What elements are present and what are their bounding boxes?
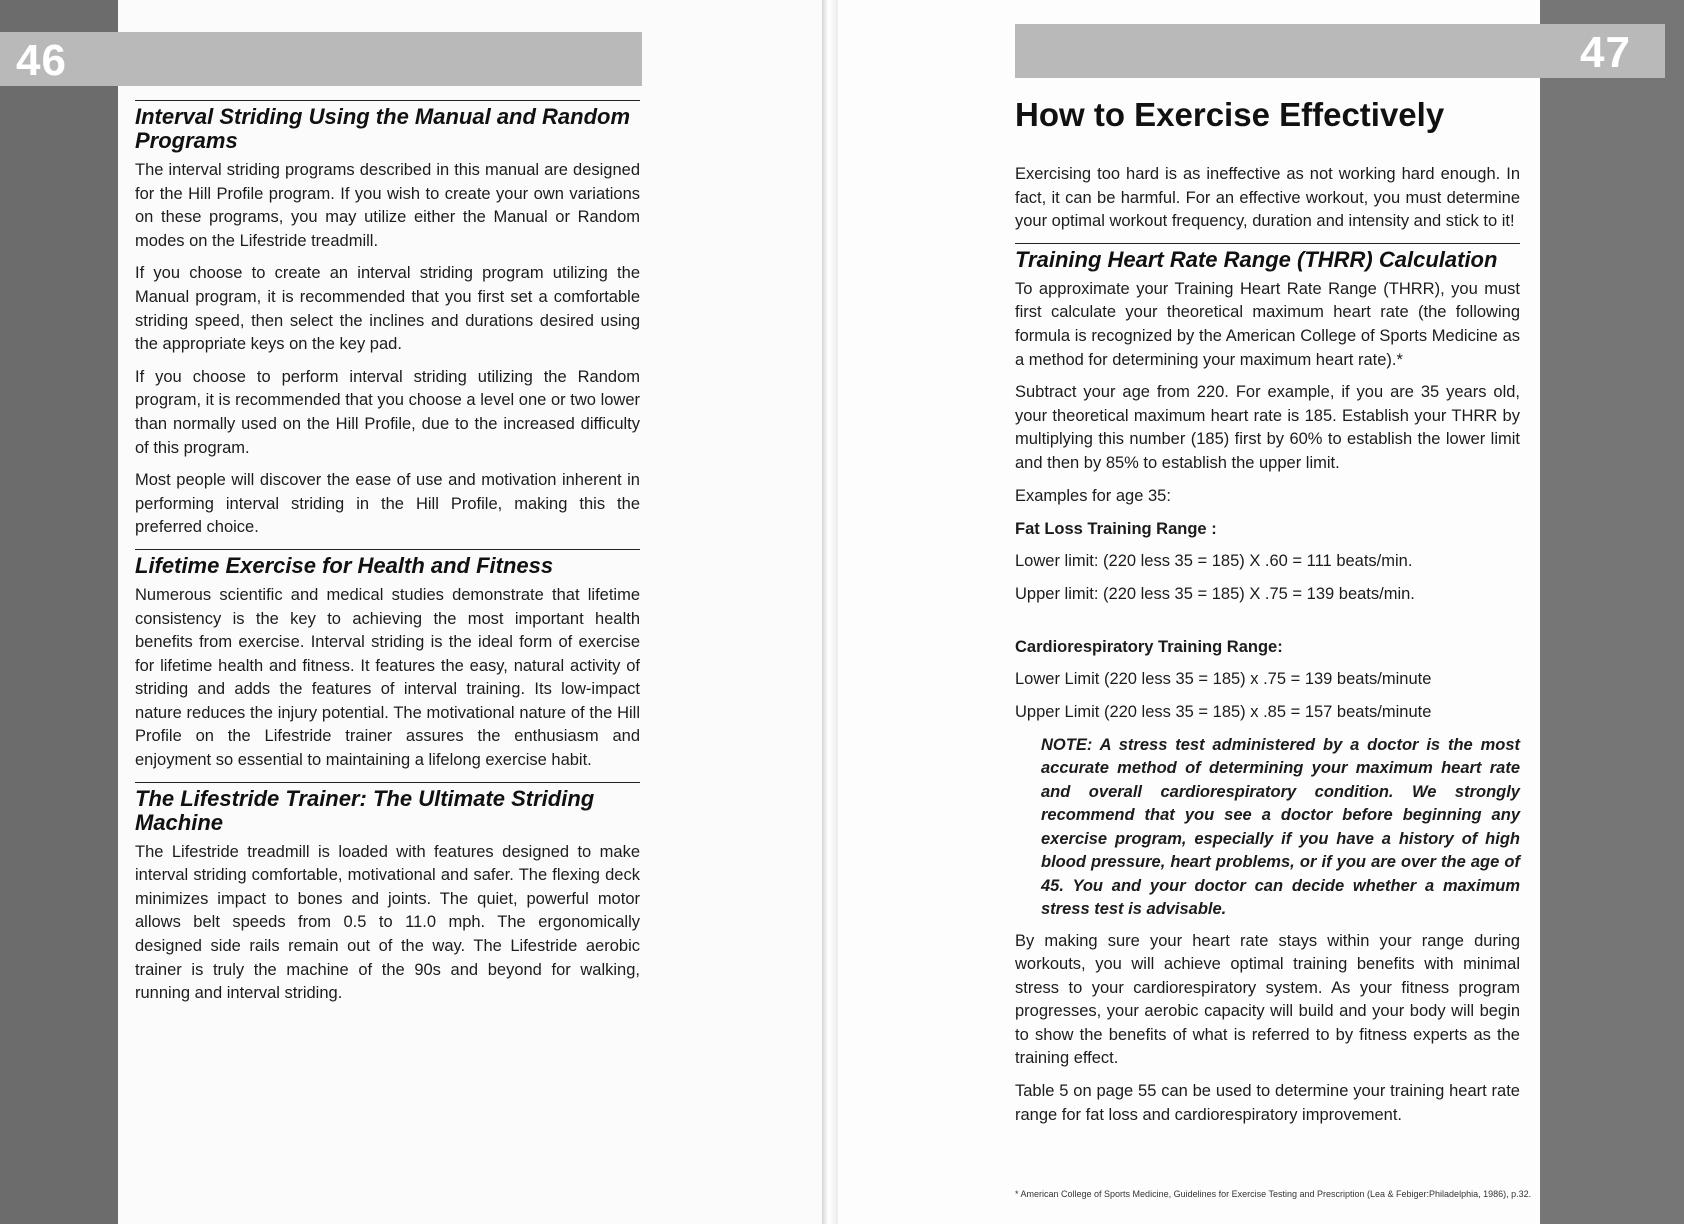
paragraph: The Lifestride treadmill is loaded with features designed to make interval striding comfortable, motivational and safer. The flexing deck minimizes impact to bones and joints. The quiet, powerful motor allows belt speeds from 0.5 to 11.0 mph. The ergonomically designed side rails remain out of the way. The Lifestride aerobic trainer is truly the machine of the 90s and beyond for walking, running and interval striding. bbox=[135, 842, 640, 1003]
section-heading-interval-striding: Interval Striding Using the Manual and Random Programs bbox=[135, 104, 631, 153]
section-heading-lifestride-trainer: The Lifestride Trainer: The Ultimate Striding Machine bbox=[135, 785, 595, 835]
page-number-bar-right bbox=[1015, 24, 1665, 78]
section-rule bbox=[135, 100, 640, 101]
section-rule bbox=[135, 549, 640, 550]
page-number-left: 46 bbox=[16, 36, 67, 85]
book-spine bbox=[822, 0, 838, 1224]
right-page-edge bbox=[1540, 0, 1684, 1224]
page-number-bar-left bbox=[0, 32, 642, 86]
cardio-heading: Cardiorespiratory Training Range: bbox=[1015, 638, 1283, 657]
left-column bbox=[135, 100, 640, 1015]
footnote: * American College of Sports Medicine, Guidelines for Exercise Testing and Prescription (Lea & Febiger:Philadelphia, 1986), p.32. bbox=[1015, 1189, 1532, 1199]
right-column bbox=[1015, 95, 1520, 1136]
section-heading-lifetime-exercise: Lifetime Exercise for Health and Fitness bbox=[135, 552, 554, 578]
paragraph: Most people will discover the ease of use and motivation inherent in performing interval striding in the Hill Profile, making this the preferred choice. bbox=[135, 471, 640, 537]
page-title: How to Exercise Effectively bbox=[1015, 96, 1445, 133]
paragraph: The interval striding programs described in this manual are designed for the Hill Profile program. If you wish to create your own variations on these programs, you may utilize either the Manual or Random modes on the Lifestride treadmill. bbox=[135, 161, 640, 250]
paragraph: To approximate your Training Heart Rate Range (THRR), you must first calculate your theoretical maximum heart rate (the following formula is recognized by the American College of Sports Medicine as a method for determining your maximum heart rate).* bbox=[1015, 279, 1520, 369]
cardio-lower-limit: Lower Limit (220 less 35 = 185) x .75 = 139 beats/minute bbox=[1015, 670, 1432, 689]
paragraph: Numerous scientific and medical studies demonstrate that lifetime consistency is the key to achieving the most important health benefits from exercise. Interval striding is the ideal form of exercise for lifetime health and fitness. It features the easy, natural activity of striding and adds the features of interval training. Its low-impact nature reduces the injury potential. The motivational nature of the Hill Profile on the Lifestride trainer assures the enthusiasm and enjoyment so essential to maintaining a lifelong exercise habit. bbox=[135, 585, 640, 770]
paragraph: By making sure your heart rate stays within your range during workouts, you will achieve optimal training benefits with minimal stress to your cardiorespiratory system. As your fitness program progresses, your aerobic capacity will build and your body will begin to show the benefits of what is referred to by fitness experts as the training effect. bbox=[1015, 931, 1520, 1068]
cardio-upper-limit: Upper Limit (220 less 35 = 185) x .85 = 157 beats/minute bbox=[1015, 702, 1432, 721]
section-rule bbox=[1015, 243, 1520, 244]
fat-loss-heading: Fat Loss Training Range : bbox=[1015, 520, 1217, 539]
stress-test-note: NOTE: A stress test administered by a doctor is the most accurate method of determining your maximum heart rate and overall cardiorespiratory condition. We strongly recommend that you see a doctor before beginning any exercise program, especially if you have a history of high blood pressure, heart problems, or if you are over the age of 45. You and your doctor can decide whether a maximum stress test is advisable. bbox=[1041, 735, 1520, 918]
paragraph: Table 5 on page 55 can be used to determine your training heart rate range for fat loss and cardiorespiratory improvement. bbox=[1015, 1082, 1520, 1124]
section-rule bbox=[135, 782, 640, 783]
paragraph: Subtract your age from 220. For example, if you are 35 years old, your theoretical maximum heart rate is 185. Establish your THRR by multiplying this number (185) first by 60% to establish the lower limit and then by 85% to establish the upper limit. bbox=[1015, 383, 1520, 472]
page-number-right: 47 bbox=[1580, 28, 1631, 77]
left-page-edge bbox=[0, 0, 118, 1224]
paragraph: If you choose to create an interval striding program utilizing the Manual program, it is recommended that you first set a comfortable striding speed, then select the inclines and durations desired using the appropriate keys on the key pad. bbox=[135, 264, 640, 354]
examples-label: Examples for age 35: bbox=[1015, 486, 1171, 505]
intro-paragraph: Exercising too hard is as ineffective as not working hard enough. In fact, it can be harmful. For an effective workout, you must determine your optimal workout frequency, duration and intensity and stick to it! bbox=[1015, 165, 1520, 231]
fat-loss-lower-limit: Lower limit: (220 less 35 = 185) X .60 = 111 beats/min. bbox=[1015, 552, 1413, 571]
paragraph: If you choose to perform interval striding utilizing the Random program, it is recommended that you choose a level one or two lower than normally used on the Hill Profile, due to the increased difficulty of this program. bbox=[135, 367, 640, 457]
section-heading-thrr: Training Heart Rate Range (THRR) Calculation bbox=[1015, 246, 1498, 272]
fat-loss-upper-limit: Upper limit: (220 less 35 = 185) X .75 = 139 beats/min. bbox=[1015, 584, 1415, 603]
